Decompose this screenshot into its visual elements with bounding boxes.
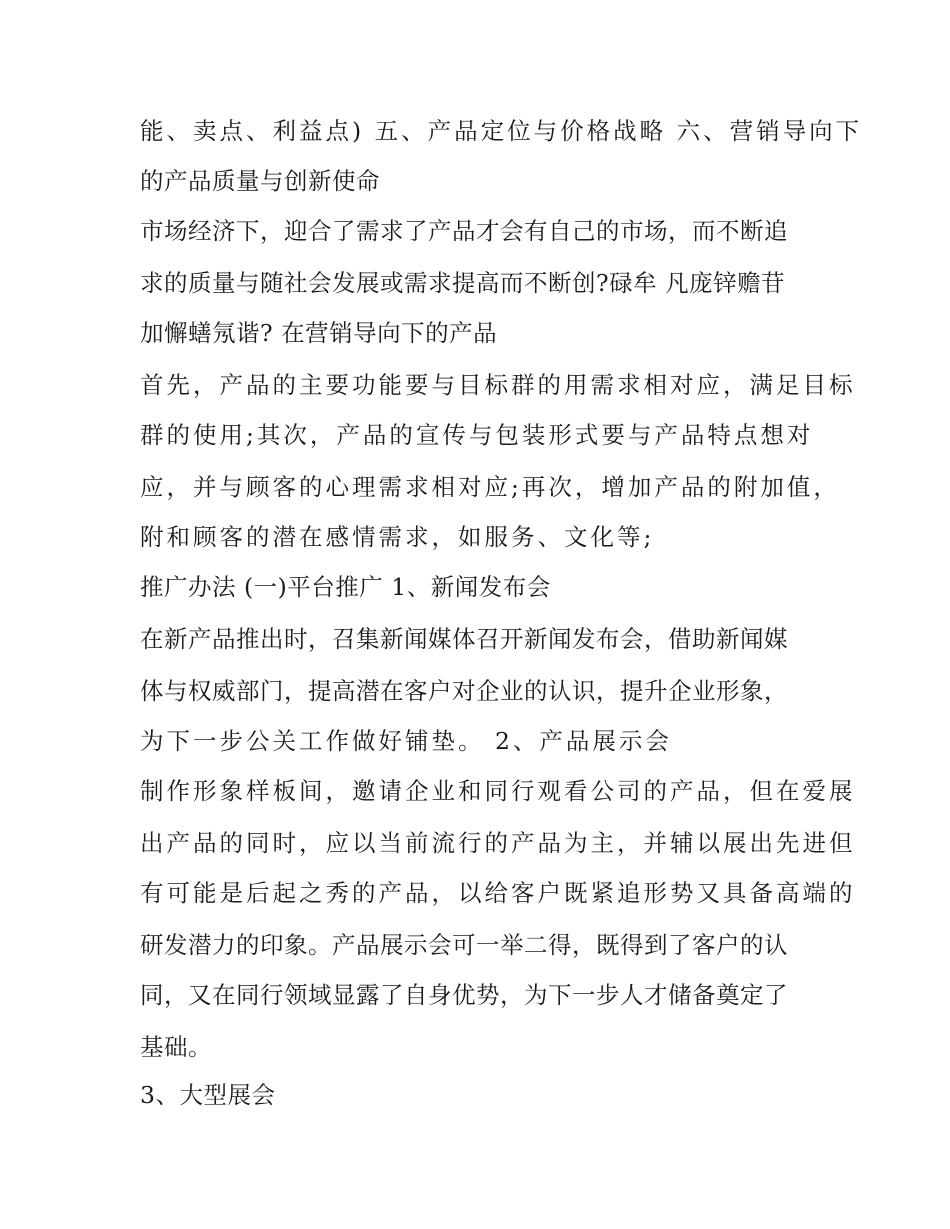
text-line: 出产品的同时，应以当前流行的产品为主，并辅以展出先进但 [140,829,856,857]
text-line: 基础。 [140,1033,212,1061]
text-line: 能、卖点、利益点) 五、产品定位与价格战略 六、营销导向下 [140,117,863,145]
text-line: 为下一步公关工作做好铺垫。 2、产品展示会 [140,727,672,755]
text-line: 附和顾客的潜在感情需求，如服务、文化等; [140,523,655,551]
text-line: 制作形象样板间，邀请企业和同行观看公司的产品，但在爱展 [140,777,856,805]
text-line: 群的使用;其次，产品的宣传与包装形式要与产品特点想对 [140,421,814,449]
section-heading: 3、大型展会 [140,1081,276,1109]
text-line: 加懈蟮氖谐? 在营销导向下的产品 [140,319,498,347]
text-line: 体与权威部门，提高潜在客户对企业的认识，提升企业形象， [140,677,788,705]
text-line: 研发潜力的印象。产品展示会可一举二得，既得到了客户的认 [140,931,788,959]
text-line: 的产品质量与创新使命 [140,167,380,195]
section-heading: 推广办法 (一)平台推广 1、新闻发布会 [140,573,551,601]
text-line: 同，又在同行领域显露了自身优势，为下一步人才储备奠定了 [140,981,788,1009]
text-line: 有可能是后起之秀的产品，以给客户既紧追形势又具备高端的 [140,879,856,907]
text-line: 市场经济下，迎合了需求了产品才会有自己的市场，而不断追 [140,217,788,245]
text-line: 求的质量与随社会发展或需求提高而不断创?碌牟 凡庞锌赡苷 [140,269,786,297]
text-line: 在新产品推出时，召集新闻媒体召开新闻发布会，借助新闻媒 [140,625,788,653]
text-line: 应，并与顾客的心理需求相对应;再次，增加产品的附加值， [140,473,840,501]
text-line: 首先，产品的主要功能要与目标群的用需求相对应，满足目标 [140,371,856,399]
